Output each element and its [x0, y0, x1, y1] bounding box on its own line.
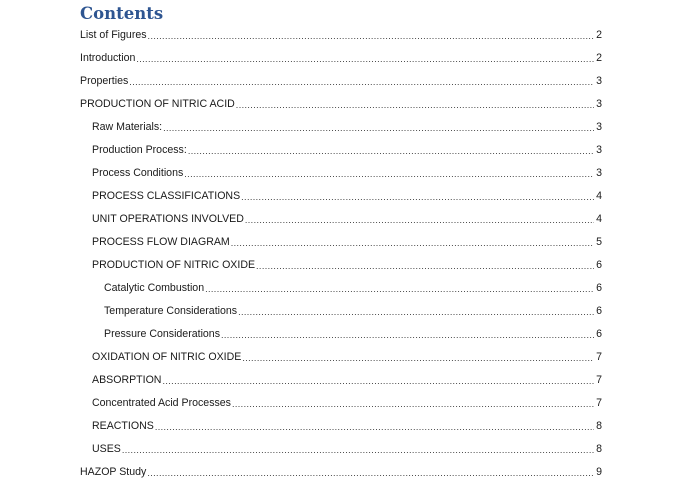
- toc-entry-hazop-study[interactable]: [80, 459, 602, 479]
- dot-leader: [238, 306, 594, 318]
- toc-entry-label: Introduction: [80, 52, 136, 64]
- toc-entry-page-number: 8: [596, 443, 602, 455]
- dot-leader: [136, 53, 594, 65]
- toc-entry-label: Temperature Considerations: [104, 305, 238, 317]
- dot-leader: [205, 283, 594, 295]
- dot-leader: [221, 329, 594, 341]
- toc-entry-label: UNIT OPERATIONS INVOLVED: [92, 213, 244, 225]
- dot-leader: [163, 122, 594, 134]
- dot-leader: [184, 168, 594, 180]
- toc-entry-page-number: 7: [596, 374, 602, 386]
- toc-entry-label: PRODUCTION OF NITRIC OXIDE: [92, 259, 256, 271]
- dot-leader: [245, 214, 594, 226]
- toc-entry-label: REACTIONS: [92, 420, 154, 432]
- toc-entry-label: List of Figures: [80, 29, 147, 41]
- dot-leader: [148, 30, 594, 42]
- toc-entry-page-number: 6: [596, 259, 602, 271]
- toc-entry-label: Pressure Considerations: [104, 328, 220, 340]
- toc-entry-page-number: 4: [596, 213, 602, 225]
- dot-leader: [122, 444, 594, 456]
- toc-entry-page-number: 6: [596, 282, 602, 294]
- toc-entry-label: Production Process:: [92, 144, 187, 156]
- dot-leader: [147, 467, 594, 479]
- dot-leader: [188, 145, 594, 157]
- toc-entry-label: PROCESS FLOW DIAGRAM: [92, 236, 230, 248]
- toc-entry-page-number: 5: [596, 236, 602, 248]
- toc-entry-page-number: 3: [596, 144, 602, 156]
- toc-entry-concentrated-acid-processes[interactable]: [92, 390, 602, 410]
- toc-entry-page-number: 4: [596, 190, 602, 202]
- toc-entry-unit-operations-involved[interactable]: [92, 206, 602, 226]
- dot-leader: [155, 421, 594, 433]
- toc-entry-page-number: 2: [596, 52, 602, 64]
- dot-leader: [241, 191, 594, 203]
- dot-leader: [236, 99, 594, 111]
- toc-entry-page-number: 9: [596, 466, 602, 478]
- toc-entry-uses[interactable]: [92, 436, 602, 456]
- toc-entry-raw-materials[interactable]: [92, 114, 602, 134]
- toc-entry-label: Catalytic Combustion: [104, 282, 205, 294]
- toc-entry-label: Concentrated Acid Processes: [92, 397, 231, 409]
- toc-entry-temperature-considerations[interactable]: [104, 298, 602, 318]
- toc-entry-label: OXIDATION OF NITRIC OXIDE: [92, 351, 242, 363]
- toc-entry-label: PRODUCTION OF NITRIC ACID: [80, 98, 235, 110]
- toc-entry-catalytic-combustion[interactable]: [104, 275, 602, 295]
- toc-entry-properties[interactable]: [80, 68, 602, 88]
- toc-entry-label: HAZOP Study: [80, 466, 147, 478]
- toc-entry-label: USES: [92, 443, 121, 455]
- toc-entry-pressure-considerations[interactable]: [104, 321, 602, 341]
- toc-entry-page-number: 3: [596, 75, 602, 87]
- toc-entry-label: ABSORPTION: [92, 374, 162, 386]
- toc-entry-label: Raw Materials:: [92, 121, 163, 133]
- toc-entry-oxidation-of-nitric-oxide[interactable]: [92, 344, 602, 364]
- toc-entry-reactions[interactable]: [92, 413, 602, 433]
- toc-title: Contents: [80, 4, 164, 23]
- toc-entry-production-process[interactable]: [92, 137, 602, 157]
- toc-entry-label: PROCESS CLASSIFICATIONS: [92, 190, 241, 202]
- dot-leader: [162, 375, 594, 387]
- toc-entry-absorption[interactable]: [92, 367, 602, 387]
- toc-entry-page-number: 7: [596, 351, 602, 363]
- toc-entry-process-conditions[interactable]: [92, 160, 602, 180]
- toc-entry-page-number: 6: [596, 328, 602, 340]
- dot-leader: [256, 260, 594, 272]
- toc-entry-page-number: 3: [596, 98, 602, 110]
- dot-leader: [242, 352, 594, 364]
- toc-entry-page-number: 8: [596, 420, 602, 432]
- toc-entry-label: Process Conditions: [92, 167, 184, 179]
- dot-leader: [129, 76, 594, 88]
- toc-entry-page-number: 6: [596, 305, 602, 317]
- toc-entry-production-of-nitric-oxide[interactable]: [92, 252, 602, 272]
- toc-entry-page-number: 7: [596, 397, 602, 409]
- toc-entry-process-classifications[interactable]: [92, 183, 602, 203]
- toc-entry-production-of-nitric-acid[interactable]: [80, 91, 602, 111]
- dot-leader: [232, 398, 594, 410]
- toc-entry-label: Properties: [80, 75, 129, 87]
- dot-leader: [231, 237, 594, 249]
- toc-entry-introduction[interactable]: [80, 45, 602, 65]
- toc-entry-page-number: 3: [596, 121, 602, 133]
- toc-entry-process-flow-diagram[interactable]: [92, 229, 602, 249]
- toc-entry-page-number: 2: [596, 29, 602, 41]
- toc-entry-list-of-figures[interactable]: [80, 22, 602, 42]
- toc-entry-page-number: 3: [596, 167, 602, 179]
